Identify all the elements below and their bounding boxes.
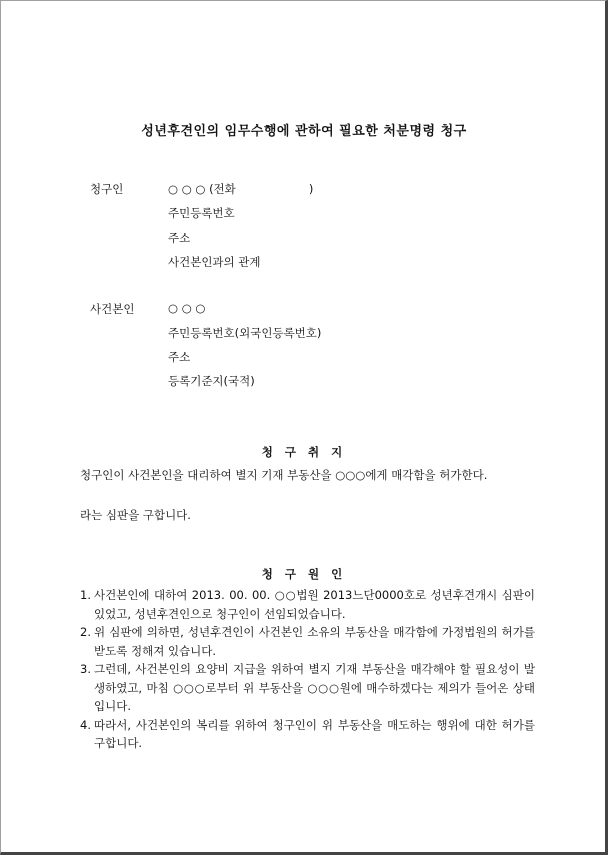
list-item-text: 그런데, 사건본인의 요양비 지급을 위하여 별지 기재 부동산을 매각해야 할 필요성이 발생하였고, 마침 ○○○로부터 위 부동산을 ○○○원에 매수하겠다는 제의가 들어온 상태입니다. [94,662,535,713]
principal-name: ○ ○ ○ [168,301,206,315]
list-item [80,716,535,753]
list-item-number: 3. [80,662,91,676]
list-item-text: 위 심판에 의하면, 성년후견인이 사건본인 소유의 부동산을 매각함에 가정법원의 허가를 받도록 정해져 있습니다. [94,625,535,658]
purpose-closing: 라는 심판을 구합니다. [80,508,191,522]
claimant-name-phone: ○ ○ ○ (전화 ) [168,182,314,196]
purpose-heading: 청 구 취 지 [261,445,347,459]
list-item-number: 4. [80,717,91,732]
claimant-address: 주소 [168,231,191,245]
list-item-text: 사건본인에 대하여 2013. 00. 00. ○○법원 2013느단0000호로 성년후견개시 심판이 있었고, 성년후견인으로 청구인이 선임되었습니다. [94,588,535,621]
principal-registration-base: 등록기준지(국적) [168,374,255,388]
claimant-label: 청구인 [90,182,124,196]
list-item [80,586,535,623]
list-item-number: 2. [80,625,91,639]
causes-list [80,586,535,753]
list-item [80,660,535,716]
document-title: 성년후견인의 임무수행에 관하여 필요한 처분명령 청구 [141,124,467,139]
principal-label: 사건본인 [90,302,135,316]
list-item-text: 따라서, 사건본인의 복리를 위하여 청구인이 위 부동산을 매도하는 행위에 대한 허가를 구합니다. [94,717,535,750]
list-item-number: 1. [80,588,91,602]
principal-resident-number: 주민등록번호(외국인등록번호) [168,326,322,340]
claimant-relationship: 사건본인과의 관계 [168,255,261,269]
causes-heading: 청 구 원 인 [261,567,347,581]
purpose-text: 청구인이 사건본인을 대리하여 별지 기재 부동산을 ○○○에게 매각함을 허가한다. [80,468,488,482]
claimant-resident-number: 주민등록번호 [168,206,235,220]
list-item [80,623,535,660]
principal-address: 주소 [168,350,191,364]
